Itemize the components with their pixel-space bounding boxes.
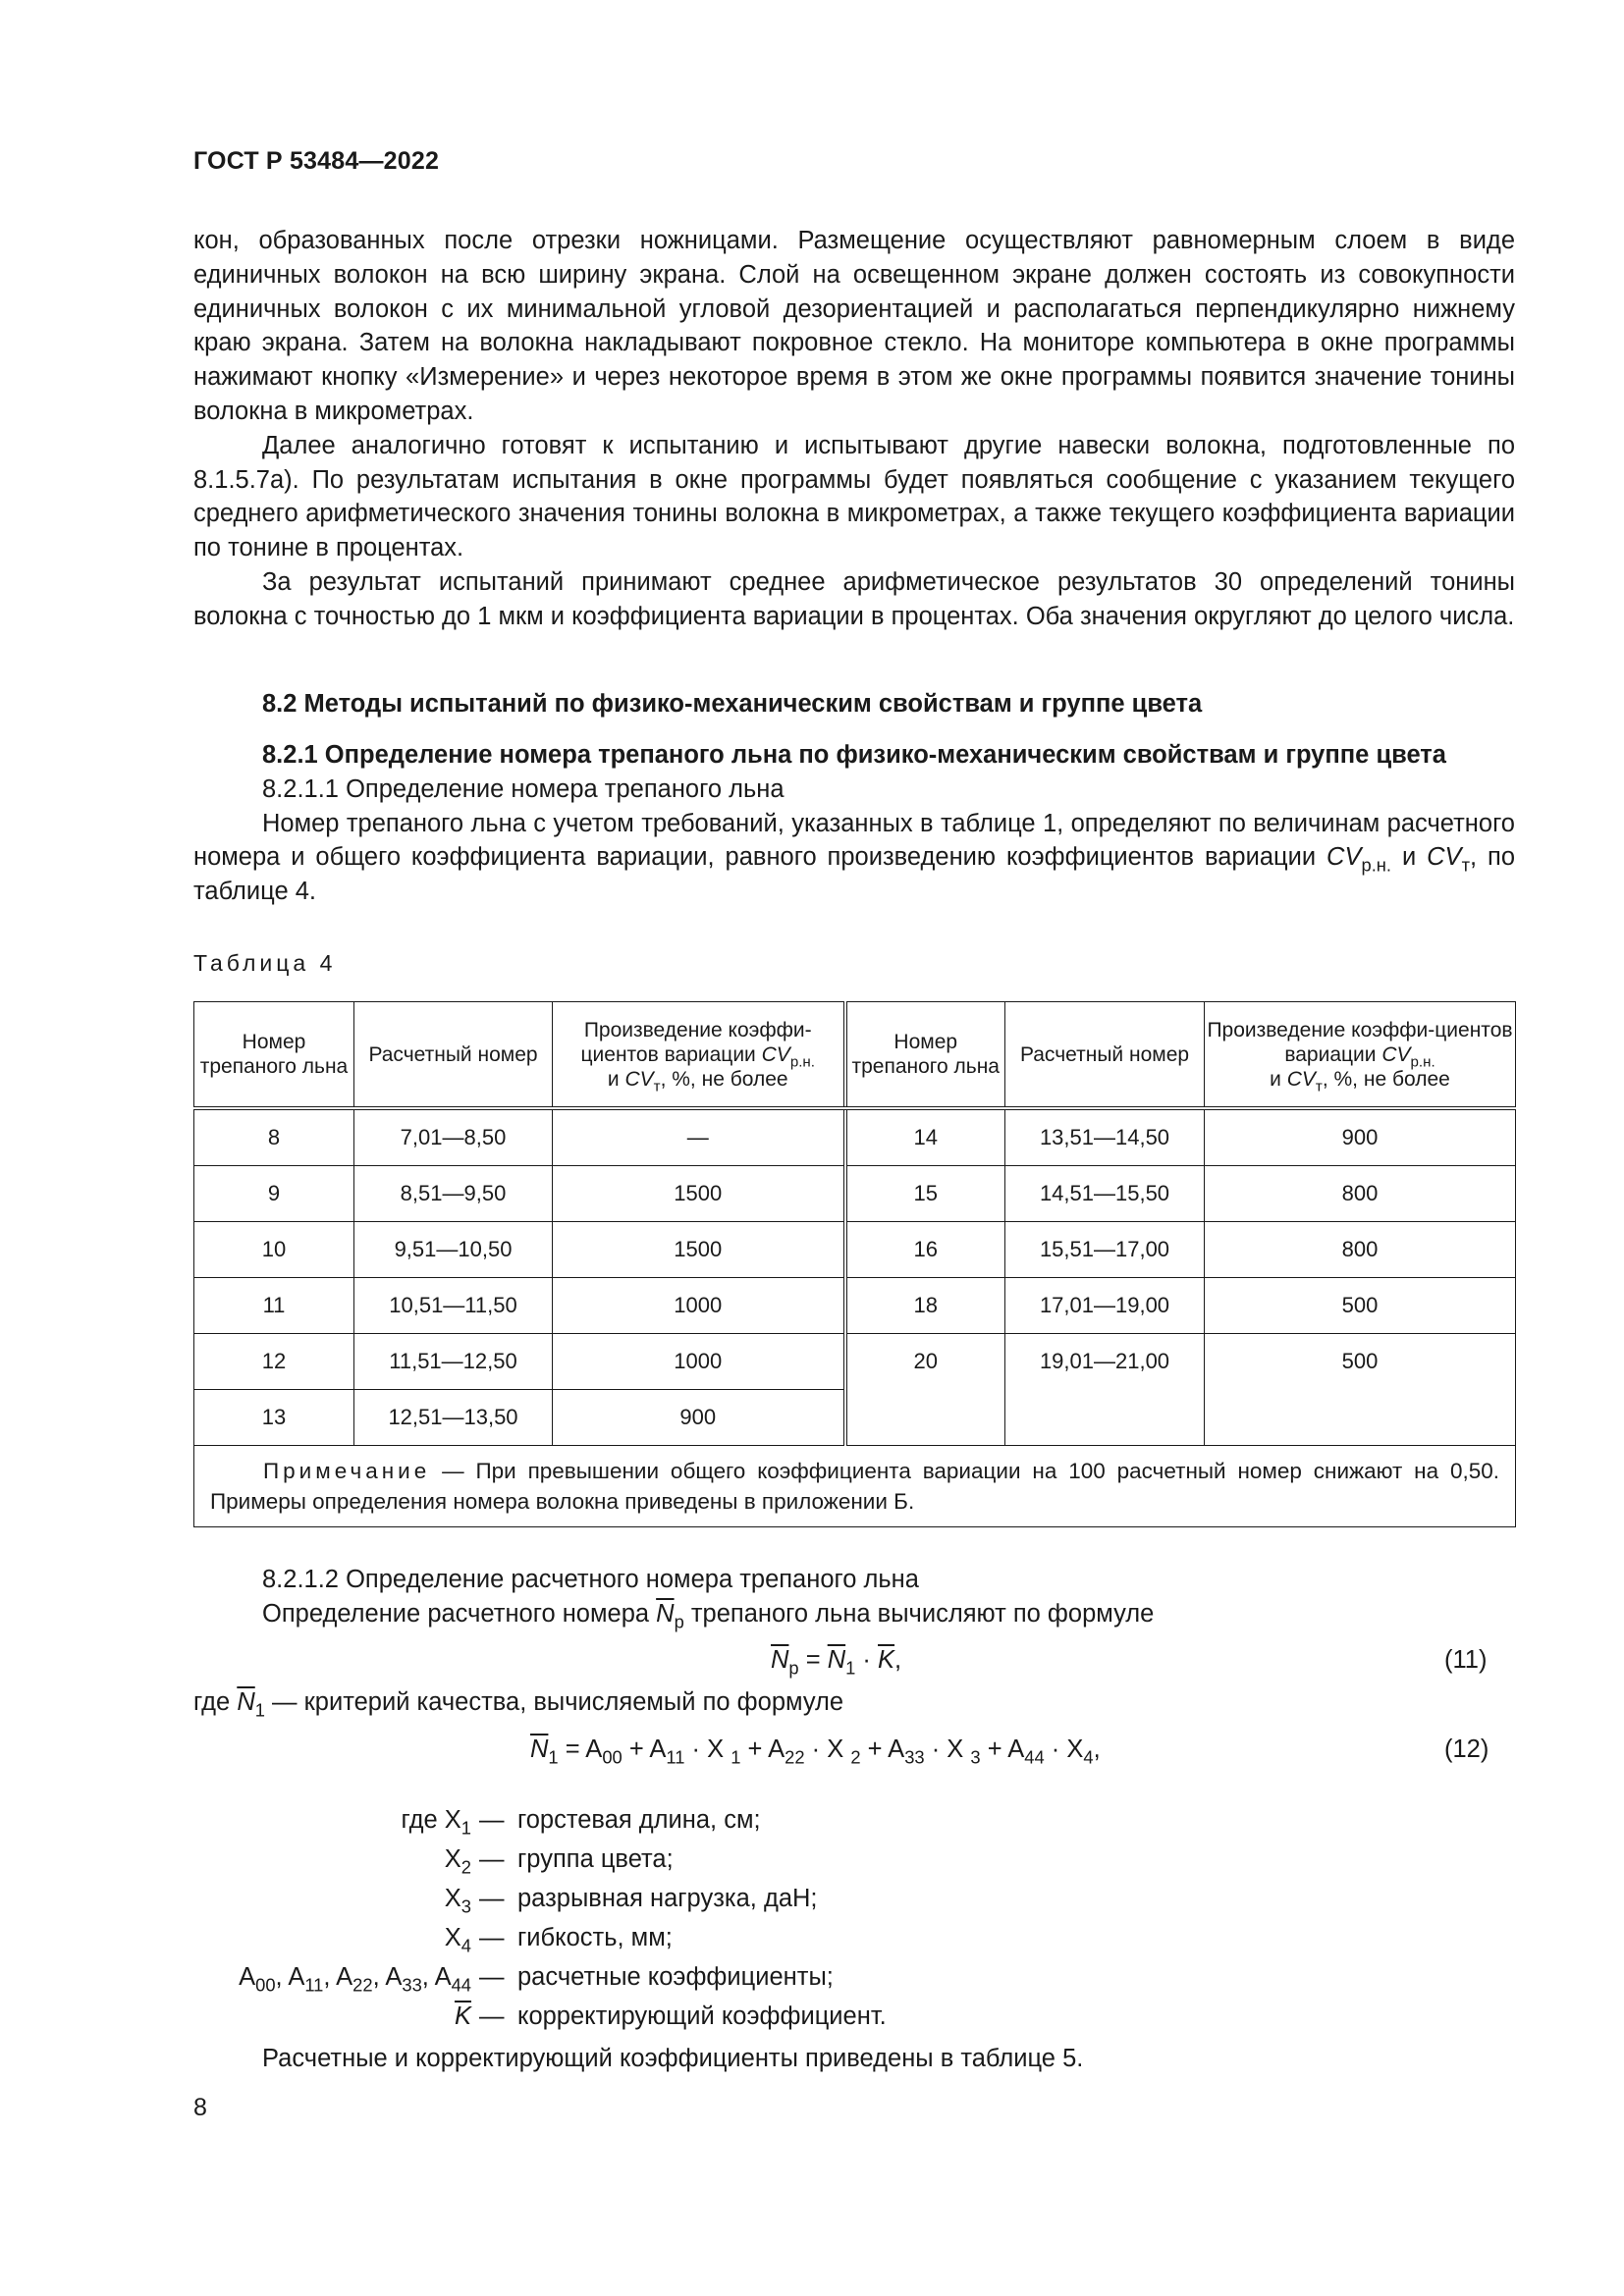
table-row — [194, 1108, 1516, 1166]
table-note: Примечание — При превышении общего коэффициента вариации на 100 расчетный номер снижают на 0,50. Примеры определения номера волокна приведены в приложении Б. — [194, 1446, 1516, 1527]
def-text: корректирующий коэффициент. — [517, 2002, 887, 2030]
section-8-2-1 — [193, 738, 1515, 909]
header-cell: Номер трепаного льна — [194, 1002, 354, 1109]
def-symbol: где $X_1$ — [401, 1806, 471, 1839]
table-cell: 10 — [194, 1222, 354, 1278]
def-symbol: $X_4$ — [444, 1924, 471, 1956]
def-dash: — — [479, 1924, 505, 1951]
closing-text — [193, 2042, 1515, 2076]
table-cell: 500 — [1205, 1334, 1516, 1446]
header-cell: Произведение коэффи-циентов вариации $CV_{р.н.}$ и $CV_т$, %, не более — [553, 1002, 845, 1109]
table-cell: 9 — [194, 1166, 354, 1222]
paragraph: Далее аналогично готовят к испытанию и испытывают другие навески волокна, подготовленные по 8.1.5.7а). По результатам испытания в окне программы будет появляться сообщение с указанием текущего среднего арифметического значения тонины волокна в микрометрах, а также текущего коэффициента вариации по тонине в процентах. — [193, 431, 1515, 562]
def-symbol: $\overline{K}$ — [454, 2002, 471, 2030]
paragraph: Номер трепаного льна с учетом требований, указанных в таблице 1, определяют по величинам расчетного номера и общего коэффициента вариации, равного произведению коэффициентов вариации $CV_{р.н.}$ и $CV_т$, по таблице 4. — [193, 809, 1515, 906]
subsection-heading: 8.2.1.1 Определение номера трепаного льна — [262, 774, 785, 803]
def-text: горстевая длина, см; — [517, 1806, 761, 1834]
table-4 — [193, 1001, 1516, 1527]
table-cell: 9,51—10,50 — [354, 1222, 553, 1278]
table-row — [194, 1334, 1516, 1390]
table-cell: 20 — [845, 1334, 1005, 1446]
def-dash: — — [479, 1885, 505, 1912]
def-symbol: $A_{00}$, $A_{11}$, $A_{22}$, $A_{33}$, $A_{44}$ — [239, 1963, 471, 1996]
def-text: гибкость, мм; — [517, 1924, 673, 1951]
table-cell: 16 — [845, 1222, 1005, 1278]
def-text: разрывная нагрузка, даН; — [517, 1885, 818, 1912]
page-number: 8 — [193, 2094, 207, 2121]
table-cell: 1500 — [553, 1166, 845, 1222]
table-cell: 13,51—14,50 — [1005, 1108, 1205, 1166]
table-header-row — [194, 1002, 1516, 1109]
table-cell: 8,51—9,50 — [354, 1166, 553, 1222]
table-cell: 900 — [1205, 1108, 1516, 1166]
table-cell: 12,51—13,50 — [354, 1390, 553, 1446]
table-cell: 800 — [1205, 1222, 1516, 1278]
paragraph: За результат испытаний принимают среднее арифметическое результатов 30 определений тонины волокна с точностью до 1 мкм и коэффициента вариации в процентах. Оба значения округляют до целого числа. — [193, 567, 1515, 630]
header-cell: Расчетный номер — [354, 1002, 553, 1109]
table-cell: 15,51—17,00 — [1005, 1222, 1205, 1278]
table-row — [194, 1278, 1516, 1334]
formula-number: (12) — [1444, 1735, 1489, 1763]
def-text: группа цвета; — [517, 1845, 674, 1873]
document-header: ГОСТ Р 53484—2022 — [193, 147, 440, 175]
header-cell: Произведение коэффи-циентов вариации $CV_{р.н.}$ и $CV_т$, %, не более — [1205, 1002, 1516, 1109]
def-dash: — — [479, 1806, 505, 1834]
where-n1: где $\overline{N}_1$ — критерий качества, вычисляемый по формуле — [193, 1688, 844, 1721]
table-cell: 14,51—15,50 — [1005, 1166, 1205, 1222]
table-row — [194, 1166, 1516, 1222]
table-cell: 10,51—11,50 — [354, 1278, 553, 1334]
def-dash: — — [479, 1963, 505, 1991]
table-cell: 900 — [553, 1390, 845, 1446]
table-cell: 8 — [194, 1108, 354, 1166]
def-symbol: $X_3$ — [444, 1885, 471, 1917]
table-cell: — — [553, 1108, 845, 1166]
def-text: расчетные коэффициенты; — [517, 1963, 834, 1991]
table-note-row — [194, 1446, 1516, 1527]
section-heading: 8.2.1 Определение номера трепаного льна по физико-механическим свойствам и группе цвета — [262, 741, 1446, 769]
intro-text — [193, 224, 1515, 634]
section-8-2-1-2 — [193, 1563, 1515, 1631]
paragraph: Расчетные и корректирующий коэффициенты приведены в таблице 5. — [262, 2045, 1084, 2072]
table-row — [194, 1222, 1516, 1278]
table-cell: 14 — [845, 1108, 1005, 1166]
def-symbol: $X_2$ — [444, 1845, 471, 1878]
def-dash: — — [479, 2002, 505, 2030]
section-8-2 — [193, 687, 1515, 721]
formula-number: (11) — [1444, 1646, 1488, 1674]
section-heading: 8.2 Методы испытаний по физико-механическим свойствам и группе цвета — [262, 690, 1203, 718]
formula-12: $\overline{N}_1 = A_{00} + A_{11} \cdot X$ $_1 + A_{22} \cdot X$ $_2 + A_{33} \cdot X$ $_3 + A_{44} \cdot X_4$, — [530, 1735, 1101, 1768]
header-cell: Расчетный номер — [1005, 1002, 1205, 1109]
paragraph: кон, образованных после отрезки ножницами. Размещение осуществляют равномерным слоем в виде единичных волокон на всю ширину экрана. Слой на освещенном экране должен состоять из совокупности единичных волокон с их минимальной угловой дезориентацией и располагаться перпендикулярно нижнему краю экрана. Затем на волокна накладывают покровное стекло. На мониторе компьютера в окне программы нажимают кнопку «Измерение» и через некоторое время в этом же окне программы появится значение тонины волокна в микрометрах. — [193, 227, 1515, 425]
table-cell: 11 — [194, 1278, 354, 1334]
header-cell: Номер трепаного льна — [845, 1002, 1005, 1109]
table-cell: 12 — [194, 1334, 354, 1390]
table-cell: 19,01—21,00 — [1005, 1334, 1205, 1446]
subsection-heading: 8.2.1.2 Определение расчетного номера трепаного льна — [262, 1566, 919, 1593]
table-cell: 1500 — [553, 1222, 845, 1278]
table-cell: 1000 — [553, 1334, 845, 1390]
def-dash: — — [479, 1845, 505, 1873]
table-cell: 500 — [1205, 1278, 1516, 1334]
table-caption: Таблица 4 — [193, 950, 337, 976]
table-cell: 1000 — [553, 1278, 845, 1334]
paragraph: Определение расчетного номера $\overline{N}_р$ трепаного льна вычисляют по формуле — [262, 1599, 1155, 1632]
table-cell: 7,01—8,50 — [354, 1108, 553, 1166]
table-cell: 13 — [194, 1390, 354, 1446]
table-cell: 18 — [845, 1278, 1005, 1334]
table-cell: 800 — [1205, 1166, 1516, 1222]
table-cell: 15 — [845, 1166, 1005, 1222]
table-cell: 11,51—12,50 — [354, 1334, 553, 1390]
formula-11: $\overline{N}_р = \overline{N}_1 \cdot \overline{K}$, — [771, 1646, 902, 1679]
table-cell: 17,01—19,00 — [1005, 1278, 1205, 1334]
